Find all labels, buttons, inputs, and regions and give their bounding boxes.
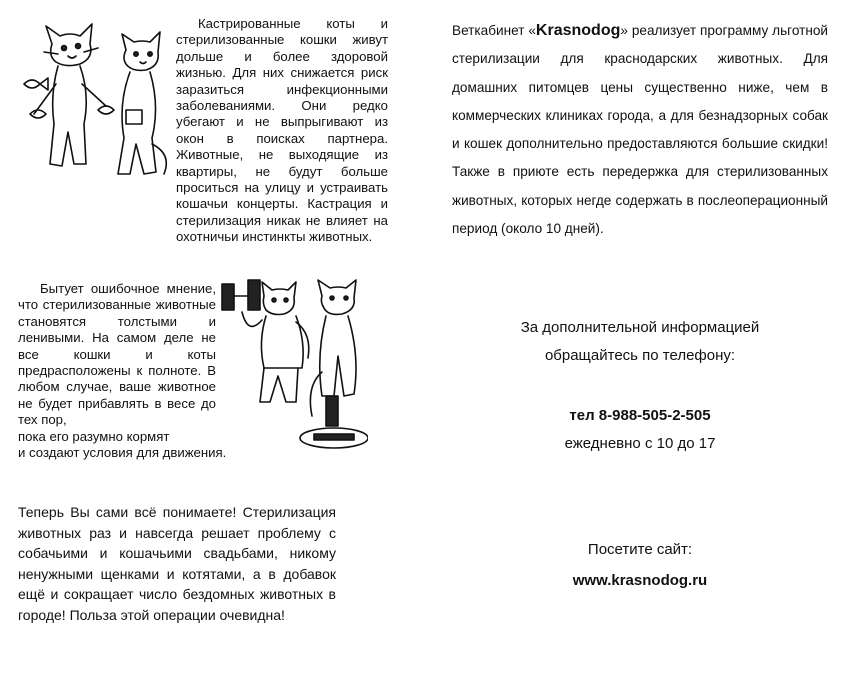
- myth-paragraph: [18, 281, 227, 461]
- conclusion-text: Теперь Вы сами всё понимаете! Стерилизация животных раз и навсегда решает проблему с собачьими и кошачьими свадьбами, никому ненужными щенками и котятами, а в добавок ещё и сокращает число бездомных животных в городе! Польза этой операции очевидна!: [18, 504, 336, 623]
- working-hours: ежедневно с 10 до 17: [564, 435, 716, 452]
- contact-line-1: За дополнительной информацией: [520, 319, 760, 336]
- phone-number: тел 8-988-505-2-505: [569, 407, 711, 424]
- contact-info: [452, 314, 828, 370]
- program-intro-prefix: Веткабинет «: [452, 23, 536, 38]
- website-url: www.krasnodog.ru: [572, 572, 708, 589]
- conclusion-paragraph: [18, 502, 336, 625]
- phone-info: [452, 402, 828, 458]
- visit-label: Посетите сайт:: [587, 541, 693, 558]
- website-info: [452, 534, 828, 596]
- myth-text-line-movement: и создают условия для движения.: [18, 445, 227, 461]
- program-paragraph: [452, 17, 828, 243]
- cats-illustration-icon: [14, 14, 174, 189]
- program-intro-rest: » реализует программу льготной стерилизации для краснодарских животных. Для домашних питомцев цены существенно ниже, чем в коммерческих клиниках города, а для безнадзорных собак и кошек дополнительно предоставляются большие скидки! Также в приюте есть передержка для стерилизованных животных, которых негде содержать в послеоперационный период (около 10 дней).: [452, 23, 828, 237]
- benefits-paragraph: [176, 16, 388, 246]
- brand-name: Krasnodog: [535, 22, 621, 39]
- contact-line-2: обращайтесь по телефону:: [544, 347, 736, 364]
- myth-text-line-feed: пока его разумно кормят: [18, 428, 170, 444]
- myth-text: Бытует ошибочное мнение, что стерилизованные животные становятся толстыми и ленивыми. На самом деле не все кошки и коты предрасположены к полноте. В любом случае, ваше животное не будет прибавлять в весе до тех пор,: [18, 281, 216, 428]
- benefits-text: Кастрированные коты и стерилизованные кошки живут дольше и более здоровой жизнью. Для них снижается риск заразиться инфекционными заболеваниями. Они редко убегают и не выпрыгивают из окон в поисках партнера. Животные, не выходящие из квартиры, не будут больше проситься на улицу и устраивать кошачьи концерты. Кастрация и стерилизация никак не влияет на охотничьи инстинкты животных.: [176, 16, 388, 245]
